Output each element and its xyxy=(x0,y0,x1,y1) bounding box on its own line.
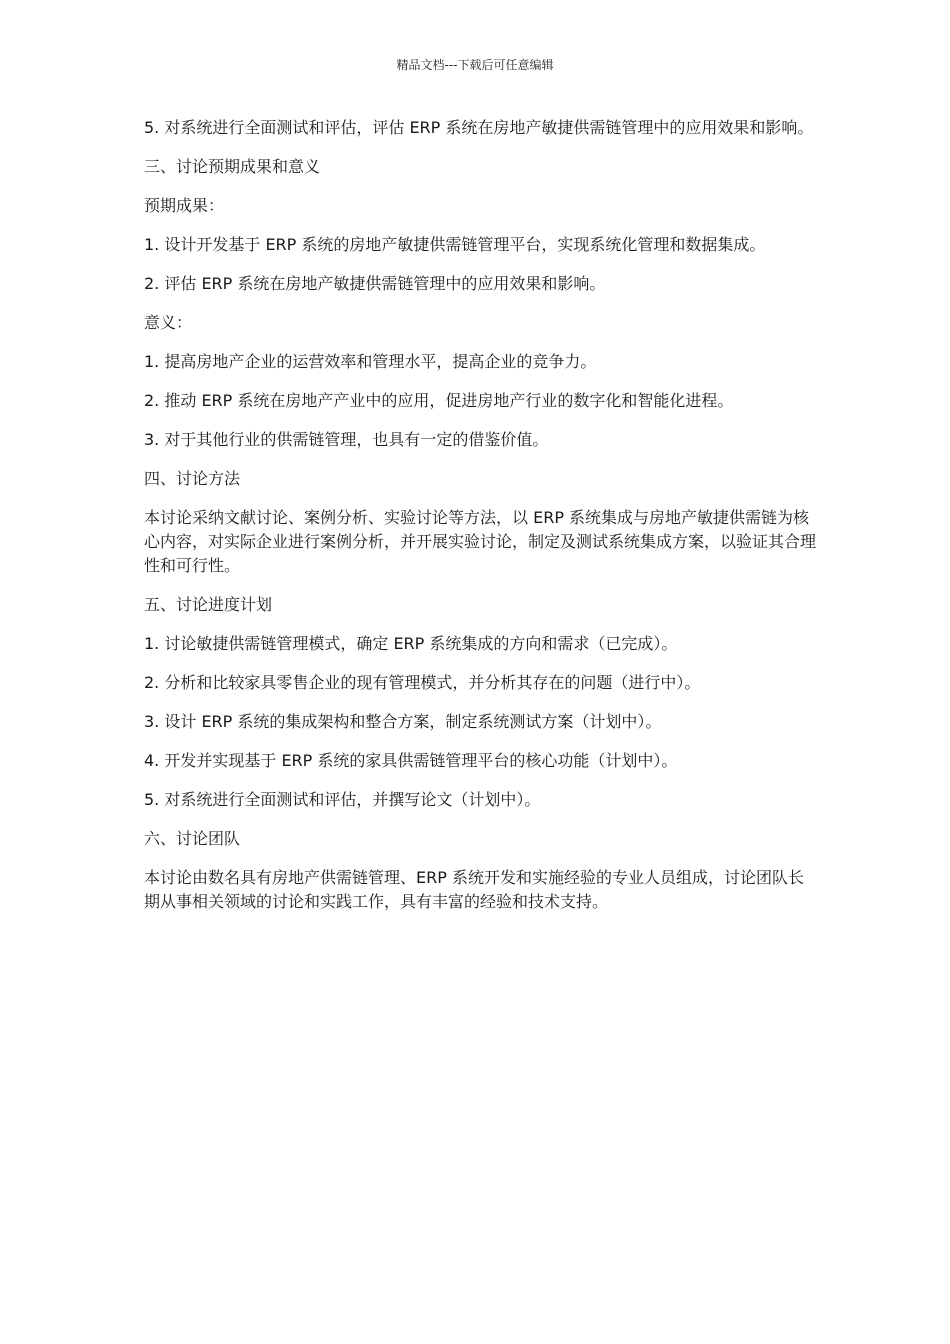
list-item: 1. 提高房地产企业的运营效率和管理水平，提高企业的竞争力。 xyxy=(144,352,597,371)
section-heading-team: 六、讨论团队 xyxy=(144,829,241,848)
subheading-significance: 意义： xyxy=(144,313,193,332)
section-heading-methods: 四、讨论方法 xyxy=(144,469,241,488)
section-heading-schedule: 五、讨论进度计划 xyxy=(144,595,273,614)
list-item: 3. 设计 ERP 系统的集成架构和整合方案，制定系统测试方案（计划中）。 xyxy=(144,712,662,731)
paragraph-team: 本讨论由数名具有房地产供需链管理、ERP 系统开发和实施经验的专业人员组成，讨论团队长期从事相关领域的讨论和实践工作，具有丰富的经验和技术支持。 xyxy=(144,868,804,911)
list-item: 3. 对于其他行业的供需链管理，也具有一定的借鉴价值。 xyxy=(144,430,549,449)
list-item: 4. 开发并实现基于 ERP 系统的家具供需链管理平台的核心功能（计划中）。 xyxy=(144,751,678,770)
section-heading-expected-results: 三、讨论预期成果和意义 xyxy=(144,157,321,176)
list-item: 2. 推动 ERP 系统在房地产产业中的应用，促进房地产行业的数字化和智能化进程。 xyxy=(144,391,734,410)
list-item: 2. 分析和比较家具零售企业的现有管理模式，并分析其存在的问题（进行中）。 xyxy=(144,673,701,692)
page-header: 精品文档---下载后可任意编辑 xyxy=(396,58,554,72)
subheading-expected-results: 预期成果： xyxy=(144,196,225,215)
paragraph-test-evaluation: 5. 对系统进行全面测试和评估，评估 ERP 系统在房地产敏捷供需链管理中的应用效果和影响。 xyxy=(144,118,814,137)
list-item: 5. 对系统进行全面测试和评估，并撰写论文（计划中）。 xyxy=(144,790,541,809)
list-item: 2. 评估 ERP 系统在房地产敏捷供需链管理中的应用效果和影响。 xyxy=(144,274,606,293)
list-item: 1. 设计开发基于 ERP 系统的房地产敏捷供需链管理平台，实现系统化管理和数据集成。 xyxy=(144,235,766,254)
list-item: 1. 讨论敏捷供需链管理模式，确定 ERP 系统集成的方向和需求（已完成）。 xyxy=(144,634,678,653)
document-body xyxy=(144,116,816,929)
paragraph-methods: 本讨论采纳文献讨论、案例分析、实验讨论等方法，以 ERP 系统集成与房地产敏捷供需链为核心内容，对实际企业进行案例分析，并开展实验讨论，制定及测试系统集成方案，以验证其合理性和可行性。 xyxy=(144,508,817,575)
